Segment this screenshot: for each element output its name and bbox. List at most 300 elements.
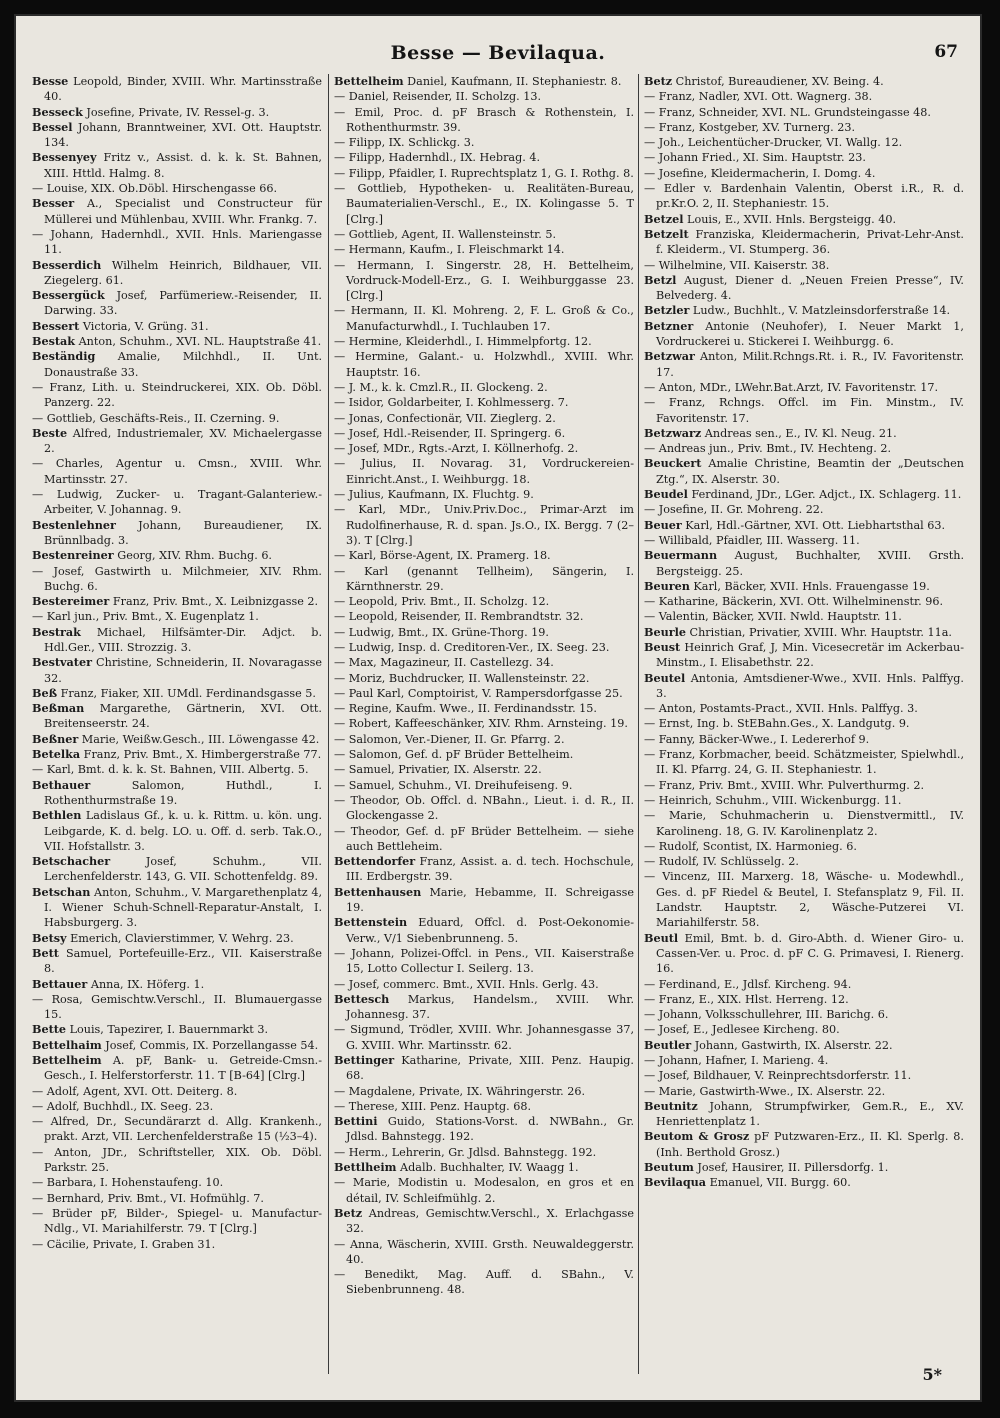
entry-details: — Hermine, Galant.- u. Holzwhdl., XVIII. Whr. Hauptstr. 16. [334, 350, 634, 379]
entry-details: — Wilhelmine, VII. Kaiserstr. 38. [644, 258, 830, 272]
entry-details: — Filipp, Pfaidler, I. Ruprechtsplatz 1, G. I. Rothg. 8. [334, 166, 634, 180]
entry-details: — Louise, XIX. Ob.Döbl. Hirschengasse 66. [32, 182, 278, 196]
directory-entry [644, 1099, 964, 1130]
column-divider [638, 74, 639, 1374]
directory-entry [334, 1160, 634, 1175]
directory-entry [644, 456, 964, 487]
directory-entry [644, 625, 964, 640]
directory-entry [334, 1175, 634, 1206]
directory-entry [334, 89, 634, 104]
directory-entry [334, 609, 634, 624]
entry-details: — Ludwig, Zucker- u. Tragant-Galanteriew.-Arbeiter, V. Johannag. 9. [32, 488, 322, 517]
directory-entry [334, 1084, 634, 1099]
column-1 [32, 74, 322, 1374]
entry-details: Katharine, Private, XIII. Penz. Haupig. 68. [346, 1054, 634, 1083]
directory-entry [334, 441, 634, 456]
entry-details: Victoria, V. Grüng. 31. [79, 319, 209, 333]
entry-surname: Bessel [32, 119, 73, 134]
directory-entry [334, 258, 634, 304]
entry-details: Johann, Gastwirth, IX. Alserstr. 22. [691, 1038, 893, 1052]
entry-surname: Bett [32, 945, 59, 960]
directory-entry [32, 319, 322, 334]
entry-details: — Marie, Modistin u. Modesalon, en gros et en détail, IV. Schleifmühlg. 2. [334, 1176, 634, 1205]
directory-entry [644, 1160, 964, 1175]
entry-details: Christof, Bureaudiener, XV. Being. 4. [672, 75, 884, 88]
entry-surname: Bestenlehner [32, 517, 116, 532]
directory-entry [644, 609, 964, 624]
entry-surname: Bestvater [32, 655, 92, 670]
entry-details: — Anna, Wäscherin, XVIII. Grsth. Neuwaldeggerstr. 40. [334, 1237, 634, 1266]
entry-details: Louis, E., XVII. Hnls. Bergsteigg. 40. [683, 212, 897, 226]
entry-details: — Hermann, I. Singerstr. 28, H. Bettelheim, Vordruck-Modell-Erz., G. I. Weihburggasse 23. [Clrg.] [334, 258, 634, 303]
directory-entry [644, 212, 964, 227]
directory-entry [334, 564, 634, 595]
directory-entry [32, 762, 322, 777]
entry-surname: Bessenyey [32, 150, 97, 165]
directory-entry [334, 1114, 634, 1145]
entry-surname: Bette [32, 1022, 67, 1037]
entry-details: — Brüder pF, Bilder-, Spiegel- u. Manufactur-Ndlg., VI. Mariahilferstr. 79. T [Clrg.] [32, 1206, 322, 1236]
entry-surname: Beutnitz [644, 1098, 698, 1113]
entry-details: — Magdalene, Private, IX. Währingerstr. 26. [334, 1084, 586, 1098]
entry-details: — Hermann, Kaufm., I. Fleischmarkt 14. [334, 243, 565, 257]
directory-entry [32, 196, 322, 227]
directory-entry [32, 548, 322, 563]
entry-details: — Julius, Kaufmann, IX. Fluchtg. 9. [334, 488, 534, 502]
directory-entry [32, 701, 322, 732]
entry-details: — Adolf, Agent, XVI. Ott. Deiterg. 8. [32, 1084, 238, 1098]
directory-entry [644, 518, 964, 533]
directory-entry [644, 548, 964, 579]
entry-surname: Beßner [32, 731, 79, 746]
entry-surname: Bestrak [32, 624, 81, 639]
entry-surname: Bestak [32, 334, 76, 349]
entry-details: — Theodor, Gef. d. pF Brüder Bettelheim. — siehe auch Bettleheim. [334, 824, 634, 853]
directory-entry [32, 885, 322, 931]
directory-entry [644, 747, 964, 778]
entry-details: — Willibald, Pfaidler, III. Wasserg. 11. [644, 533, 860, 547]
entry-surname: Bethauer [32, 777, 91, 792]
entry-details: Karl, Bäcker, XVII. Hnls. Frauengasse 19. [689, 579, 930, 593]
entry-details: Josef, Commis, IX. Porzellangasse 54. [101, 1038, 319, 1052]
entry-details: — Herm., Lehrerin, Gr. Jdlsd. Bahnstegg. 192. [334, 1145, 597, 1159]
entry-details: Franz, Fiaker, XII. UMdl. Ferdinandsgasse 5. [57, 686, 316, 700]
entry-surname: Betzel [644, 211, 684, 226]
entry-details: — Johann, Volksschullehrer, III. Barichg. 6. [644, 1008, 889, 1022]
entry-details: — Filipp, Hadernhdl., IX. Hebrag. 4. [334, 151, 541, 165]
entry-details: — Jonas, Confectionär, VII. Zieglerg. 2. [334, 411, 556, 425]
directory-entry [644, 395, 964, 426]
directory-entry [644, 716, 964, 731]
entry-details: Josef, Hausirer, II. Pillersdorfg. 1. [693, 1161, 889, 1175]
entry-surname: Betz [334, 1205, 363, 1220]
entry-surname: Betzwarz [644, 425, 702, 440]
directory-entry [32, 686, 322, 701]
entry-details: — Josef, Bildhauer, V. Reinprechtsdorferstr. 11. [644, 1069, 912, 1083]
directory-entry [32, 946, 322, 977]
entry-surname: Bettlheim [334, 1160, 397, 1175]
entry-surname: Betzl [644, 272, 677, 287]
directory-entry [334, 1022, 634, 1053]
directory-entry [32, 181, 322, 196]
entry-details: — Josef, MDr., Rgts.-Arzt, I. Köllnerhofg. 2. [334, 442, 579, 456]
entry-details: — Isidor, Goldarbeiter, I. Kohlmesserg. 7. [334, 396, 569, 410]
directory-entry [644, 808, 964, 839]
directory-entry [32, 1084, 322, 1099]
entry-details: — Karl (genannt Tellheim), Sängerin, I. Kärnthnerstr. 29. [334, 564, 634, 593]
directory-entry [32, 778, 322, 809]
directory-entry [32, 426, 322, 457]
directory-entry [32, 120, 322, 151]
entry-surname: Beutom & Grosz [644, 1129, 750, 1144]
entry-surname: Betz [644, 74, 673, 88]
entry-details: — Franz, Kostgeber, XV. Turnerg. 23. [644, 120, 856, 134]
directory-entry [334, 977, 634, 992]
entry-details: Antonia, Amtsdiener-Wwe., XVII. Hnls. Palffyg. 3. [656, 671, 964, 700]
entry-surname: Beutum [644, 1160, 694, 1175]
entry-details: — Franz, Lith. u. Steindruckerei, XIX. Ob. Döbl. Panzerg. 22. [32, 380, 322, 410]
directory-entry [334, 1206, 634, 1237]
entry-details: — Franz, Schneider, XVI. NL. Grundsteingasse 48. [644, 105, 931, 119]
entry-details: Anton, Schuhm., V. Margarethenplatz 4, I. Wiener Schuh-Schnell-Reparatur-Anstalt, I. Habsburgerg. 3. [44, 885, 322, 930]
directory-entry [334, 1053, 634, 1084]
entry-details: Anton, Schuhm., XVI. NL. Hauptstraße 41. [75, 335, 322, 349]
entry-details: Margarethe, Gärtnerin, XVI. Ott. Breitenseerstr. 24. [44, 702, 322, 731]
entry-surname: Besse [32, 74, 69, 88]
entry-details: — Daniel, Reisender, II. Scholzg. 13. [334, 90, 542, 104]
directory-entry [334, 502, 634, 548]
entry-details: Alfred, Industriemaler, XV. Michaelergasse 2. [44, 426, 322, 456]
directory-entry [334, 701, 634, 716]
entry-details: — Regine, Kaufm. Wwe., II. Ferdinandsstr. 15. [334, 702, 597, 716]
directory-entry [334, 1145, 634, 1160]
entry-details: — Karl, MDr., Univ.Priv.Doc., Primar-Arzt im Rudolfinerhause, R. d. span. Js.O., IX. Bergg. 7 (2–3). T [Clrg.] [334, 503, 634, 547]
directory-entry [32, 349, 322, 380]
entry-details: — Gottlieb, Geschäfts-Reis., II. Czerning. 9. [32, 411, 280, 425]
entry-details: — Andreas jun., Priv. Bmt., IV. Hechteng. 2. [644, 442, 891, 456]
directory-entry [334, 716, 634, 731]
entry-details: — Gottlieb, Agent, II. Wallensteinstr. 5. [334, 227, 557, 241]
entry-details: — Leopold, Priv. Bmt., II. Scholzg. 12. [334, 595, 550, 609]
entry-details: Adalb. Buchhalter, IV. Waagg 1. [396, 1161, 579, 1175]
entry-surname: Betsy [32, 930, 67, 945]
entry-details: — Hermann, II. Kl. Mohreng. 2, F. L. Groß & Co., Manufacturwhdl., I. Tuchlauben 17. [334, 304, 634, 333]
directory-entry [32, 594, 322, 609]
directory-entry [32, 808, 322, 854]
directory-entry [644, 502, 964, 517]
entry-surname: Beuermann [644, 548, 718, 563]
directory-entry [644, 931, 964, 977]
directory-entry [32, 1237, 322, 1252]
entry-details: Johann, Strumpfwirker, Gem.R., E., XV. Henriettenplatz 1. [656, 1099, 964, 1129]
directory-entry [644, 120, 964, 135]
directory-columns [32, 74, 964, 1374]
entry-details: Emil, Bmt. b. d. Giro-Abth. d. Wiener Giro- u. Cassen-Ver. u. Proc. d. pF C. G. Primavesi, I. Rienerg. 16. [656, 931, 964, 976]
entry-details: Josef, Schuhm., VII. Lerchenfelderstr. 143, G. VII. Schottenfeldg. 89. [44, 855, 322, 884]
entry-details: A., Specialist und Constructeur für Müllerei und Mühlenbau, XVIII. Whr. Frankg. 7. [44, 197, 322, 226]
entry-details: — Johann, Hadernhdl., XVII. Hnls. Mariengasse 11. [32, 227, 322, 257]
entry-details: Leopold, Binder, XVIII. Whr. Martinsstraße 40. [44, 75, 322, 104]
entry-details: Michael, Hilfsämter-Dir. Adjct. b. Hdl.Ger., VIII. Strozzig. 3. [44, 625, 322, 654]
entry-details: — Ernst, Ing. b. StEBahn.Ges., X. Landgutg. 9. [644, 717, 910, 731]
directory-entry [32, 747, 322, 762]
entry-details: August, Buchhalter, XVIII. Grsth. Bergsteigg. 25. [656, 549, 964, 578]
entry-surname: Besseck [32, 104, 83, 119]
directory-entry [334, 105, 634, 136]
directory-entry [32, 105, 322, 120]
directory-entry [32, 564, 322, 595]
directory-entry [32, 258, 322, 289]
directory-entry [334, 242, 634, 257]
entry-details: — Salomon, Ver.-Diener, II. Gr. Pfarrg. 2. [334, 732, 565, 746]
entry-surname: Bestenreiner [32, 548, 114, 563]
directory-entry [334, 885, 634, 916]
entry-details: — Johann, Polizei-Offcl. in Pens., VII. Kaiserstraße 15, Lotto Collectur I. Seilerg. 13. [334, 946, 634, 976]
directory-entry [644, 1007, 964, 1022]
entry-details: — J. M., k. k. Cmzl.R., II. Glockeng. 2. [334, 380, 548, 394]
directory-entry [334, 762, 634, 777]
entry-details: — Sigmund, Trödler, XVIII. Whr. Johannesgasse 37, G. XVIII. Whr. Martinsstr. 62. [334, 1023, 634, 1052]
entry-details: Marie, Weißw.Gesch., III. Löwengasse 42. [78, 732, 320, 746]
entry-details: Eduard, Offcl. d. Post-Oekonomie-Verw., V/1 Siebenbrunneng. 5. [346, 916, 634, 945]
entry-details: — Anton, JDr., Schriftsteller, XIX. Ob. Döbl. Parkstr. 25. [32, 1145, 322, 1175]
entry-surname: Betzner [644, 318, 694, 333]
entry-details: — Josefine, Kleidermacherin, I. Domg. 4. [644, 166, 876, 180]
entry-details: Amalie, Milchhdl., II. Unt. Donaustraße 33. [44, 350, 322, 379]
entry-details: — Ludwig, Insp. d. Creditoren-Ver., IX. Seeg. 23. [334, 640, 610, 654]
entry-details: Josefine, Private, IV. Ressel-g. 3. [82, 105, 270, 119]
directory-entry [644, 701, 964, 716]
directory-entry [32, 1022, 322, 1037]
entry-details: — Therese, XIII. Penz. Hauptg. 68. [334, 1099, 532, 1113]
entry-surname: Bestereimer [32, 594, 110, 609]
entry-details: Antonie (Neuhofer), I. Neuer Markt 1, Vordruckerei u. Stickerei I. Weihburgg. 6. [656, 319, 964, 349]
directory-entry [334, 946, 634, 977]
directory-entry [334, 166, 634, 181]
entry-details: — Katharine, Bäckerin, XVI. Ott. Wilhelminenstr. 96. [644, 595, 943, 609]
directory-entry [644, 487, 964, 502]
entry-surname: Bettesch [334, 991, 390, 1006]
directory-entry [32, 1099, 322, 1114]
entry-surname: Bettenstein [334, 915, 408, 930]
directory-entry [644, 1084, 964, 1099]
entry-details: — Josef, commerc. Bmt., XVII. Hnls. Gerlg. 43. [334, 977, 599, 991]
directory-entry [644, 579, 964, 594]
directory-entry [32, 1114, 322, 1145]
entry-details: — Samuel, Privatier, IX. Alserstr. 22. [334, 763, 542, 777]
directory-entry [644, 349, 964, 380]
entry-details: — Salomon, Gef. d. pF Brüder Bettelheim. [334, 748, 574, 762]
entry-surname: Besser [32, 196, 75, 211]
entry-details: — Rosa, Gemischtw.Verschl., II. Blumauergasse 15. [32, 992, 322, 1022]
directory-entry [644, 441, 964, 456]
entry-details: Guido, Stations-Vorst. d. NWBahn., Gr. Jdlsd. Bahnstegg. 192. [346, 1115, 634, 1144]
directory-entry [32, 1053, 322, 1084]
directory-entry [334, 915, 634, 946]
directory-entry [334, 426, 634, 441]
directory-entry [334, 1267, 634, 1298]
page-title: Besse — Bevilaqua. [390, 42, 606, 64]
entry-surname: Bevilaqua [644, 1175, 707, 1190]
directory-entry [334, 824, 634, 855]
directory-entry [644, 732, 964, 747]
entry-details: Franziska, Kleidermacherin, Privat-Lehr-Anst. f. Kleiderm., VI. Stumperg. 36. [656, 227, 964, 257]
directory-entry [32, 1175, 322, 1190]
entry-details: — Franz, Rchngs. Offcl. im Fin. Minstm., IV. Favoritenstr. 17. [644, 396, 964, 425]
directory-entry [334, 625, 634, 640]
directory-entry [32, 227, 322, 258]
entry-details: Amalie Christine, Beamtin der „Deutschen Ztg.“, IX. Alserstr. 30. [656, 457, 964, 486]
column-2 [334, 74, 634, 1374]
entry-details: Georg, XIV. Rhm. Buchg. 6. [113, 549, 272, 563]
entry-details: — Charles, Agentur u. Cmsn., XVIII. Whr. Martinsstr. 27. [32, 457, 322, 486]
directory-entry [644, 839, 964, 854]
entry-details: Louis, Tapezirer, I. Bauernmarkt 3. [66, 1023, 269, 1037]
entry-surname: Beudel [644, 487, 688, 502]
entry-details: Franz, Assist. a. d. tech. Hochschule, III. Erdbergstr. 39. [346, 855, 634, 884]
directory-entry [32, 1038, 322, 1053]
directory-entry [334, 747, 634, 762]
directory-entry [334, 992, 634, 1023]
entry-details: Marie, Hebamme, II. Schreigasse 19. [346, 885, 634, 915]
directory-entry [334, 548, 634, 563]
directory-entry [32, 380, 322, 411]
directory-entry [644, 869, 964, 930]
entry-surname: Bettendorfer [334, 854, 416, 869]
directory-entry [334, 655, 634, 670]
directory-entry [32, 518, 322, 549]
entry-surname: Bettelheim [32, 1053, 102, 1067]
directory-entry [334, 74, 634, 89]
directory-entry [334, 487, 634, 502]
directory-entry [644, 793, 964, 808]
entry-details: Andreas sen., E., IV. Kl. Neug. 21. [701, 426, 897, 440]
directory-page [14, 14, 982, 1402]
directory-entry [644, 671, 964, 702]
entry-details: — Johann, Hafner, I. Marieng. 4. [644, 1054, 829, 1067]
entry-details: pF Putzwaren-Erz., II. Kl. Sperlg. 8. (Inh. Berthold Grosz.) [656, 1130, 964, 1159]
entry-surname: Betzelt [644, 226, 689, 241]
directory-entry [334, 854, 634, 885]
entry-details: Fritz v., Assist. d. k. k. St. Bahnen, XIII. Httld. Halmg. 8. [44, 151, 322, 180]
entry-details: — Johann Fried., XI. Sim. Hauptstr. 23. [644, 151, 866, 165]
directory-entry [32, 609, 322, 624]
directory-entry [644, 89, 964, 104]
entry-details: — Filipp, IX. Schlickg. 3. [334, 136, 475, 150]
entry-details: — Josef, E., Jedlesee Kircheng. 80. [644, 1023, 840, 1037]
entry-details: — Anton, MDr., LWehr.Bat.Arzt, IV. Favoritenstr. 17. [644, 380, 939, 394]
entry-details: Anton, Milit.Rchngs.Rt. i. R., IV. Favoritenstr. 17. [656, 350, 964, 379]
entry-details: — Theodor, Ob. Offcl. d. NBahn., Lieut. i. d. R., II. Glockengasse 2. [334, 793, 634, 823]
entry-details: — Paul Karl, Comptoirist, V. Rampersdorfgasse 25. [334, 686, 623, 700]
entry-surname: Beutler [644, 1037, 692, 1052]
directory-entry [32, 992, 322, 1023]
entry-surname: Betzwar [644, 349, 695, 364]
directory-entry [32, 854, 322, 885]
entry-details: — Benedikt, Mag. Auff. d. SBahn., V. Siebenbrunneng. 48. [334, 1268, 634, 1297]
entry-details: — Fanny, Bäcker-Wwe., I. Ledererhof 9. [644, 732, 870, 746]
entry-surname: Betschan [32, 884, 91, 899]
entry-surname: Betzler [644, 303, 690, 318]
entry-details: Josef, Parfümeriew.-Reisender, II. Darwing. 33. [44, 289, 322, 318]
directory-entry [644, 1038, 964, 1053]
entry-surname: Bettenhausen [334, 884, 422, 899]
directory-entry [334, 227, 634, 242]
entry-details: — Emil, Proc. d. pF Brasch & Rothenstein, I. Rothenthurmstr. 39. [334, 105, 634, 134]
page-header [14, 42, 982, 68]
entry-details: — Leopold, Reisender, II. Rembrandtstr. 32. [334, 610, 584, 624]
entry-surname: Bethlen [32, 808, 82, 823]
directory-entry [334, 411, 634, 426]
entry-details: Ferdinand, JDr., LGer. Adjct., IX. Schlagerg. 11. [687, 488, 962, 502]
entry-surname: Beuckert [644, 456, 702, 471]
entry-details: Wilhelm Heinrich, Bildhauer, VII. Ziegelerg. 61. [44, 258, 322, 287]
directory-entry [644, 135, 964, 150]
entry-details: Salomon, Huthdl., I. Rothenthurmstraße 19. [44, 778, 322, 807]
entry-surname: Beutl [644, 930, 679, 945]
entry-surname: Bettini [334, 1114, 378, 1129]
entry-details: — Karl jun., Priv. Bmt., X. Eugenplatz 1. [32, 610, 259, 624]
entry-details: — Alfred, Dr., Secundärarzt d. Allg. Krankenh., prakt. Arzt, VII. Lerchenfelderstraße 15 (½3–4). [32, 1115, 322, 1144]
entry-surname: Beste [32, 425, 68, 440]
signature-mark: 5* [922, 1365, 942, 1384]
entry-surname: Betschacher [32, 854, 111, 869]
directory-entry [334, 181, 634, 227]
directory-entry [644, 854, 964, 869]
entry-details: — Rudolf, IV. Schlüsselg. 2. [644, 855, 799, 869]
directory-entry [334, 778, 634, 793]
entry-surname: Beuer [644, 517, 682, 532]
entry-details: Anna, IX. Höferg. 1. [87, 977, 205, 991]
directory-entry [644, 380, 964, 395]
entry-surname: Bettelheim [334, 74, 404, 88]
entry-details: — Franz, E., XIX. Hlst. Herreng. 12. [644, 992, 849, 1006]
directory-entry [334, 303, 634, 334]
entry-details: — Heinrich, Schuhm., VIII. Wickenburgg. 11. [644, 793, 902, 807]
page-number: 67 [934, 42, 958, 62]
directory-entry [334, 640, 634, 655]
directory-entry [334, 395, 634, 410]
directory-entry [32, 931, 322, 946]
entry-details: — Ferdinand, E., Jdlsf. Kircheng. 94. [644, 977, 852, 991]
entry-details: — Max, Magazineur, II. Castellezg. 34. [334, 656, 554, 670]
entry-details: — Josefine, II. Gr. Mohreng. 22. [644, 503, 824, 517]
directory-entry [32, 732, 322, 747]
entry-details: — Gottlieb, Hypotheken- u. Realitäten-Bureau, Baumaterialien-Verschl., E., IX. Kolingasse 5. T [Clrg.] [334, 182, 634, 226]
entry-details: — Marie, Schuhmacherin u. Dienstvermittl., IV. Karolineng. 18, G. IV. Karolinenplatz 2. [644, 809, 964, 838]
entry-details: — Julius, II. Novarag. 31, Vordruckereien-Einricht.Anst., I. Weihburgg. 18. [334, 457, 634, 486]
entry-details: — Karl, Bmt. d. k. k. St. Bahnen, VIII. Albertg. 5. [32, 763, 309, 777]
entry-surname: Bessergück [32, 288, 105, 303]
entry-surname: Beurle [644, 624, 686, 639]
directory-entry [644, 166, 964, 181]
directory-entry [334, 380, 634, 395]
entry-surname: Besserdich [32, 257, 102, 272]
directory-entry [32, 74, 322, 105]
directory-entry [334, 150, 634, 165]
directory-entry [334, 456, 634, 487]
entry-surname: Beutel [644, 670, 686, 685]
entry-details: A. pF, Bank- u. Getreide-Cmsn.-Gesch., I. Helferstorferstr. 11. T [B-64] [Clrg.] [44, 1054, 322, 1083]
entry-details: — Samuel, Schuhm., VI. Dreihufeiseng. 9. [334, 778, 573, 792]
entry-details: Christian, Privatier, XVIII. Whr. Hauptstr. 11a. [685, 625, 952, 639]
directory-entry [644, 105, 964, 120]
entry-details: Ludw., Buchhlt., V. Matzleinsdorferstraße 14. [689, 304, 950, 318]
directory-entry [644, 1053, 964, 1068]
entry-details: — Franz, Nadler, XVI. Ott. Wagnerg. 38. [644, 90, 873, 104]
directory-entry [644, 319, 964, 350]
directory-entry [644, 1022, 964, 1037]
